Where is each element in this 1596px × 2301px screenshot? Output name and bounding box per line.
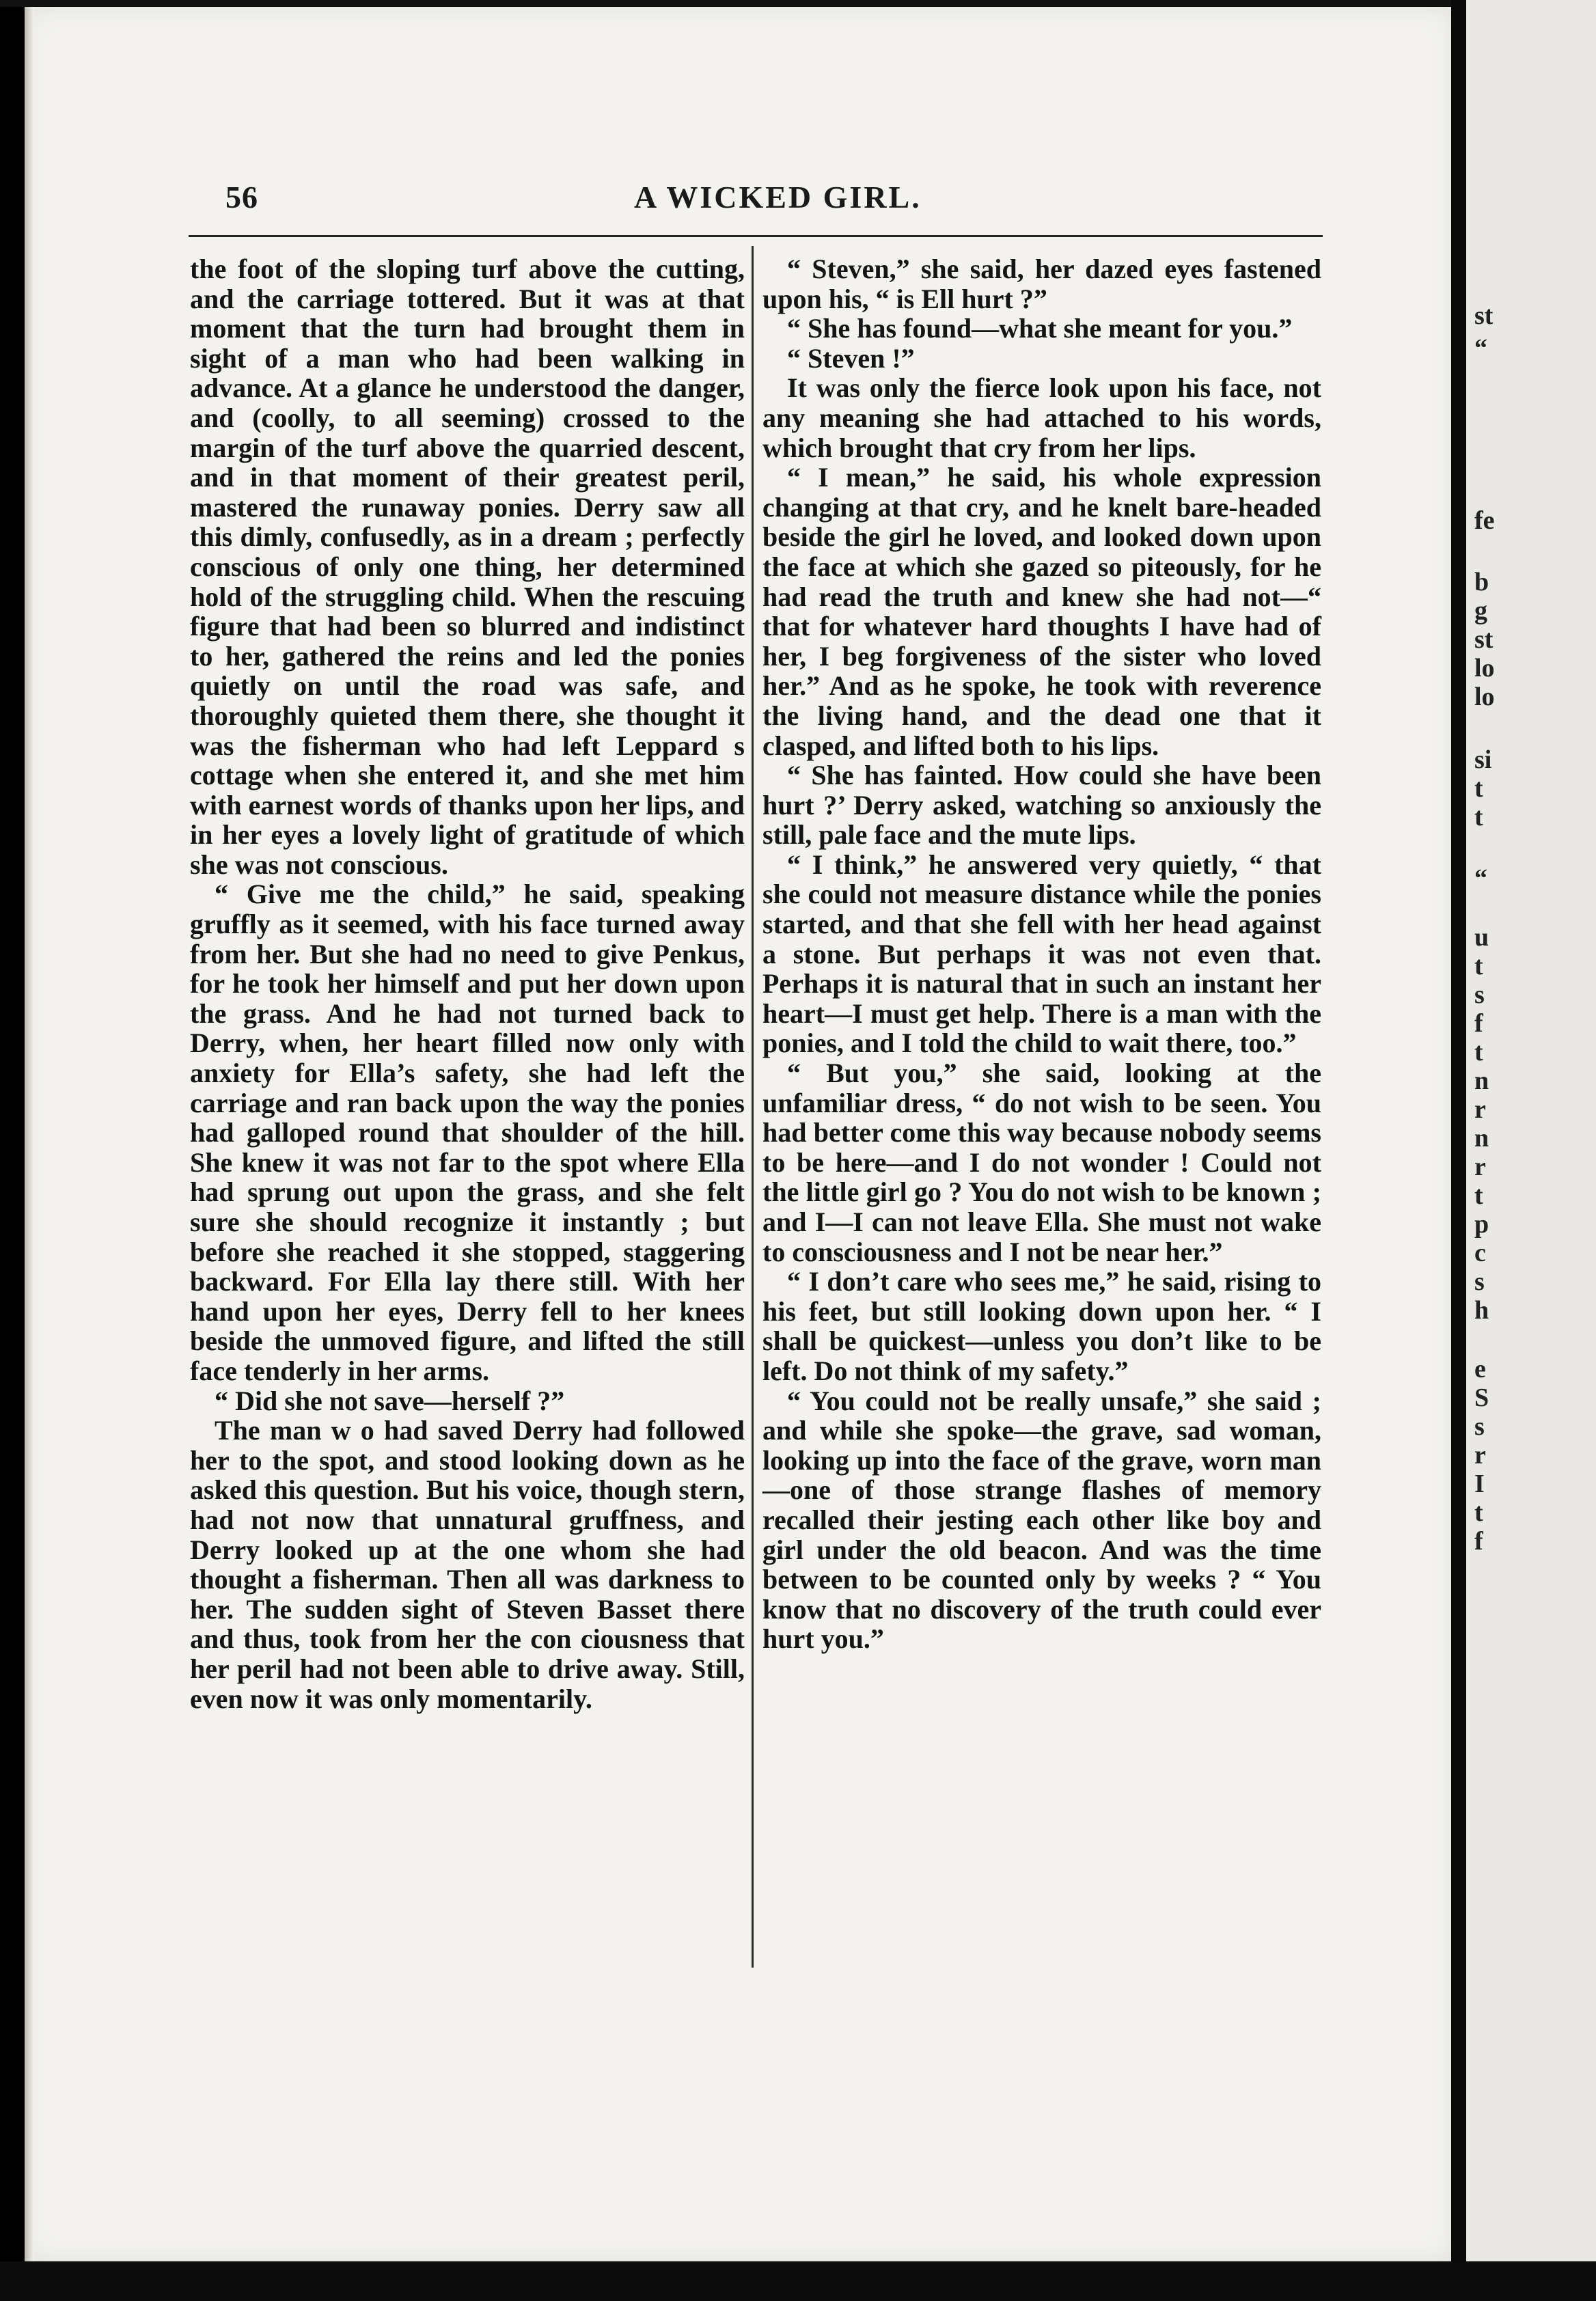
paragraph: “ Steven,” she said, her dazed eyes fastened upon his, “ is Ell hurt ?” [762, 253, 1321, 314]
scan-border-top [0, 0, 1596, 7]
adjacent-page-text: I [1474, 1470, 1485, 1498]
adjacent-page-text: r [1474, 1095, 1486, 1124]
paragraph: “ She has fainted. How could she have been hurt ?’ Derry asked, watching so anxiously the still, pale face and the mute lips. [762, 760, 1321, 851]
adjacent-page-text: “ [1474, 864, 1487, 893]
adjacent-page-text: si [1474, 745, 1492, 774]
text-column-left [190, 254, 745, 1713]
adjacent-page-text: c [1474, 1239, 1486, 1267]
paragraph: “ She has found—what she meant for you.” [787, 313, 1293, 344]
page-edge-shadow [25, 7, 34, 2261]
adjacent-page-text: fe [1474, 506, 1495, 535]
paragraph: the foot of the sloping turf above the cutting, and the carriage tottered. But it was at that moment that the turn had brought them in sight of a man who had been walking in advance. At a glance he understood the danger, and (coolly, to all seeming) crossed to the margin of the turf above the quarried descent, and in that moment of their greatest peril, mastered the runaway ponies. Derry saw all this dimly, confusedly, as in a dream ; perfectly conscious of only one thing, her determined hold of the struggling child. When the rescuing figure that had been so blurred and indistinct to her, gathered the reins and led the ponies quietly on until the road was safe, and thoroughly quieted them there, she thought it was the fisherman who had left Leppard s cottage when she entered it, and she met him with earnest words of thanks upon her lips, and in her eyes a lovely light of gratitude of which she was not conscious. [190, 253, 745, 880]
paragraph: It was only the fierce look upon his face, not any meaning she had attached to his words, which brought that cry from her lips. [762, 372, 1321, 463]
adjacent-page-text: t [1474, 952, 1483, 980]
adjacent-page-text: b [1474, 568, 1489, 596]
adjacent-page-text: f [1474, 1527, 1483, 1556]
running-title: A WICKED GIRL. [634, 180, 922, 215]
paragraph: “ Steven !” [787, 342, 915, 374]
paragraph: The man w o had saved Derry had followed her to the spot, and stood looking down as he asked this question. But his voice, though stern, had not now that unnatural gruffness, and Derry looked up at the one whom she had thought a fisherman. Then all was darkness to her. The sudden sight of Steven Basset there and thus, took from her the con ciousness that her peril had not been able to drive away. Still, even now it was only momentarily. [190, 1415, 745, 1714]
text-column-right [762, 254, 1321, 1654]
book-gutter [1451, 0, 1466, 2301]
column-divider [752, 246, 754, 1968]
adjacent-page-text: lo [1474, 683, 1495, 711]
adjacent-page-text: r [1474, 1153, 1486, 1181]
adjacent-page-text: h [1474, 1296, 1489, 1325]
paragraph: “ Did she not save—herself ?” [215, 1385, 565, 1416]
adjacent-page-text: u [1474, 923, 1489, 952]
adjacent-page-text: n [1474, 1124, 1489, 1153]
adjacent-page-text: s [1474, 1267, 1485, 1296]
page-number: 56 [225, 180, 258, 215]
adjacent-page-fragment [1466, 0, 1596, 2301]
paragraph: “ I mean,” he said, his whole expression changing at that cry, and he knelt bare-headed beside the girl he loved, and looked down upon the face at which she gazed so piteously, for he had read the truth and knew she had not—“ that for whatever hard thoughts I have had of her, I beg forgiveness of the sister who loved her.” And as he spoke, he took with reverence the living hand, and the dead one that it clasped, and lifted both to his lips. [762, 462, 1321, 761]
adjacent-page-text: t [1474, 1181, 1483, 1210]
header-rule [189, 235, 1323, 237]
adjacent-page-text: t [1474, 1498, 1483, 1527]
adjacent-page-text: “ [1474, 334, 1487, 363]
paragraph: “ Give me the child,” he said, speaking gruffly as it seemed, with his face turned away from her. But she had no need to give Penkus, for he took her himself and put her down upon the grass. And he had not turned back to Derry, when, her heart filled now only with anxiety for Ella’s safety, she had left the carriage and ran back upon the way the ponies had galloped round that shoulder of the hill. She knew it was not far to the spot where Ella had sprung out upon the grass, and she felt sure she should recognize it instantly ; but before she reached it she stopped, staggering backward. For Ella lay there still. With her hand upon her eyes, Derry fell to her knees beside the unmoved figure, and lifted the still face tenderly in her arms. [190, 879, 745, 1386]
adjacent-page-text: s [1474, 1412, 1485, 1441]
scan-border-bottom [0, 2261, 1596, 2301]
page-header [225, 179, 1319, 220]
adjacent-page-text: t [1474, 774, 1483, 803]
adjacent-page-text: f [1474, 1009, 1483, 1038]
paragraph: “ I think,” he answered very quietly, “ that she could not measure distance while the ponies started, and that she fell with her head against a stone. But perhaps it was not even that. Perhaps it is natural that in such an instant her heart—I must get help. There is a man with the ponies, and I told the child to wait there, too.” [762, 849, 1321, 1059]
adjacent-page-text: t [1474, 803, 1483, 831]
paragraph: “ But you,” she said, looking at the unfamiliar dress, “ do not wish to be seen. You had better come this way because nobody seems to be here—and I do not wonder ! Could not the little girl go ? You do not wish to be known ; and I—I can not leave Ella. She must not wake to consciousness and I not be near her.” [762, 1058, 1321, 1267]
adjacent-page-text: r [1474, 1441, 1486, 1470]
adjacent-page-text: s [1474, 980, 1485, 1009]
adjacent-page-text: t [1474, 1038, 1483, 1066]
adjacent-page-text: n [1474, 1066, 1489, 1095]
adjacent-page-text: lo [1474, 654, 1495, 683]
adjacent-page-text: p [1474, 1210, 1489, 1239]
paragraph: “ I don’t care who sees me,” he said, rising to his feet, but still looking down upon her. “ I shall be quickest—unless you don’t like to be left. Do not think of my safety.” [762, 1266, 1321, 1386]
adjacent-page-text: g [1474, 596, 1487, 625]
adjacent-page-text: st [1474, 301, 1494, 330]
adjacent-page-text: e [1474, 1355, 1486, 1383]
paragraph: “ You could not be really unsafe,” she said ; and while she spoke—the grave, sad woman, looking up into the face of the grave, worn man—one of those strange flashes of memory recalled their jesting each other like boy and girl under the old beacon. And was the time between to be counted only by weeks ? “ You know that no discovery of the truth could ever hurt you.” [762, 1385, 1321, 1655]
adjacent-page-text: S [1474, 1383, 1489, 1412]
adjacent-page-text: st [1474, 625, 1494, 654]
